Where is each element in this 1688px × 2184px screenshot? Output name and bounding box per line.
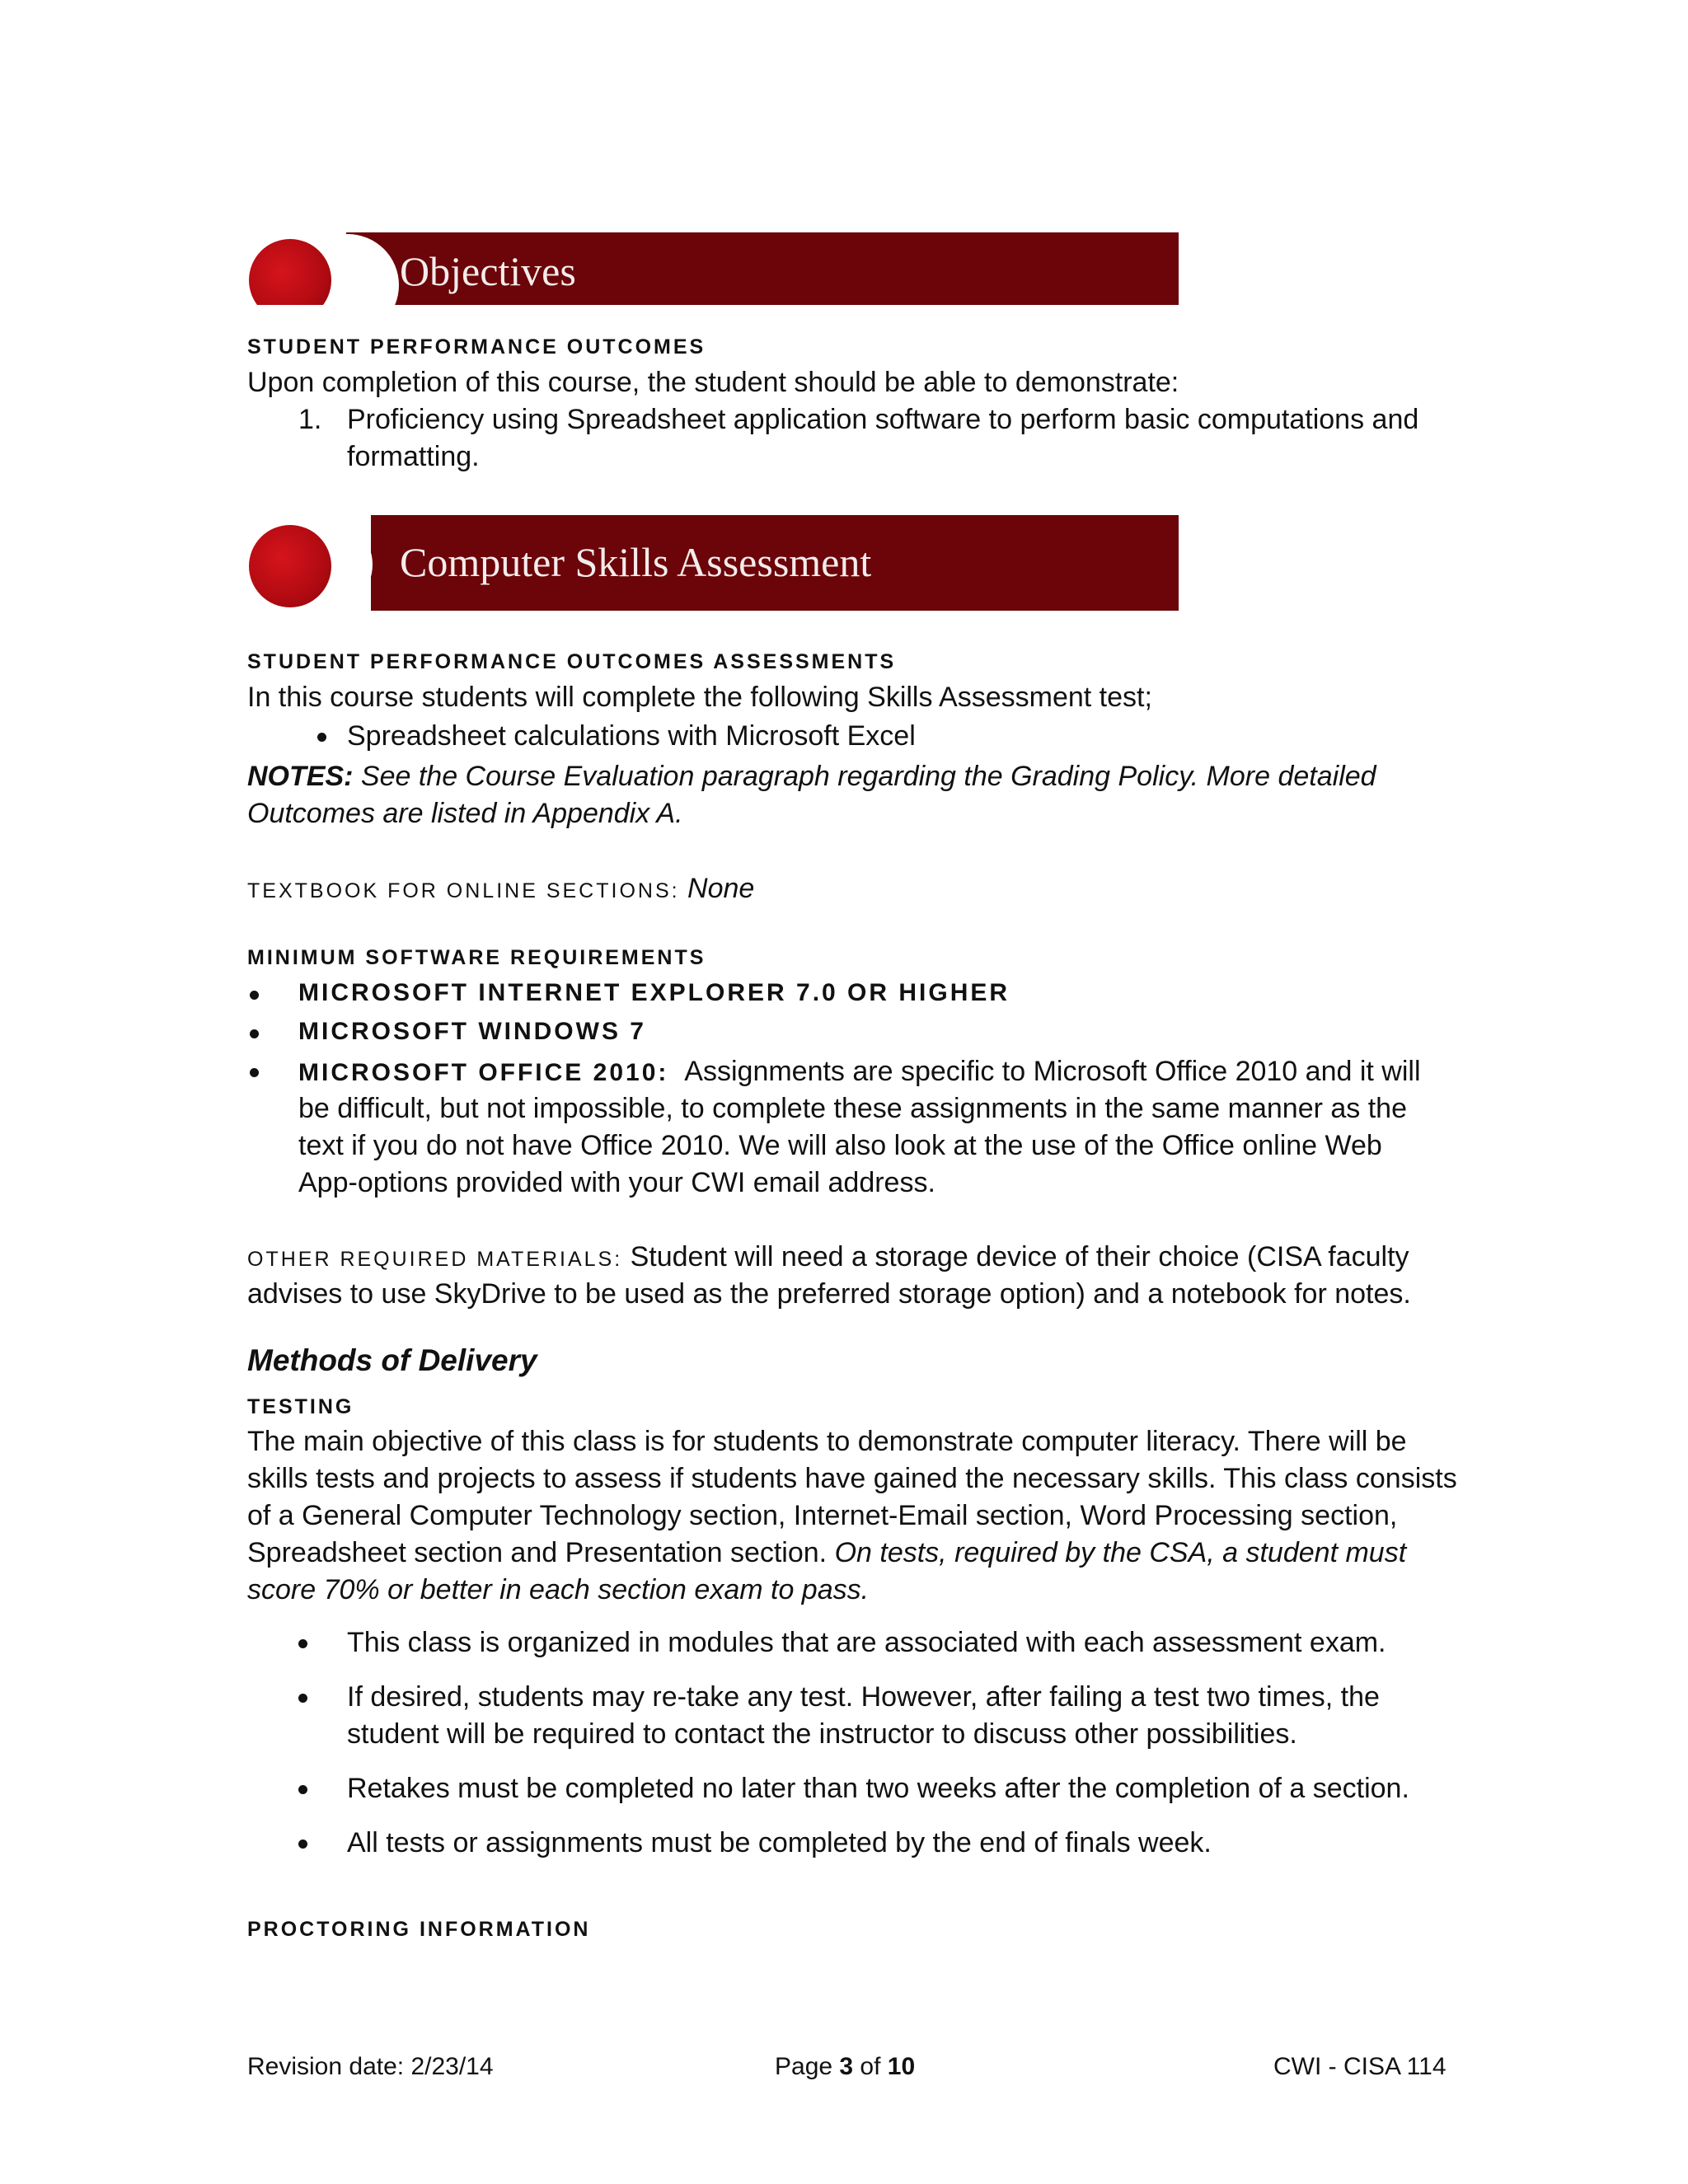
delivery-paragraph-line-3: of a General Computer Technology section, Internet-Email section, Word Processing section, xyxy=(247,1500,1398,1531)
office-text-3: text if you do not have Office 2010. We will also look at the use of the Office online Web xyxy=(298,1130,1382,1161)
proctoring-heading: PROCTORING INFORMATION xyxy=(247,1918,591,1941)
bullet-icon xyxy=(298,1694,307,1703)
page-prefix: Page xyxy=(775,2053,840,2080)
bullet-icon xyxy=(250,1029,259,1038)
bullet-icon xyxy=(250,1068,259,1077)
notes-label: NOTES: xyxy=(247,761,354,792)
page-current: 3 xyxy=(839,2053,854,2080)
footer-course-code: CWI - CISA 114 xyxy=(1273,2053,1447,2080)
delivery-bullet-2-line-2: student will be required to contact the instructor to discuss other possibilities. xyxy=(347,1718,1297,1750)
office-text-2: be difficult, but not impossible, to complete these assignments in the same manner as the xyxy=(298,1093,1407,1124)
page-of: of xyxy=(853,2053,888,2080)
delivery-bullet-3: Retakes must be completed no later than two weeks after the completion of a section. xyxy=(347,1773,1409,1804)
notes-line-2: Outcomes are listed in Appendix A. xyxy=(247,798,683,829)
skills-assessment-banner xyxy=(247,515,1179,611)
bullet-icon xyxy=(298,1840,307,1849)
materials-label: OTHER REQUIRED MATERIALS: xyxy=(247,1248,623,1271)
notes-text-1: See the Course Evaluation paragraph regarding the Grading Policy. More detailed xyxy=(353,761,1376,792)
office-text-1: Assignments are specific to Microsoft Office 2010 and it will xyxy=(684,1056,1421,1087)
footer-revision-date: Revision date: 2/23/14 xyxy=(247,2053,494,2080)
methods-of-delivery-heading: Methods of Delivery xyxy=(247,1343,537,1377)
textbook-label: TEXTBOOK FOR ONLINE SECTIONS: xyxy=(247,879,680,902)
outcomes-assessments-heading: STUDENT PERFORMANCE OUTCOMES ASSESSMENTS xyxy=(247,650,897,673)
software-item-office xyxy=(298,1053,1421,1091)
assessment-intro: In this course students will complete the following Skills Assessment test; xyxy=(247,682,1152,713)
notes-line-1 xyxy=(247,758,1376,795)
objectives-banner xyxy=(247,232,1179,305)
bullet-icon xyxy=(250,991,259,1000)
office-label: MICROSOFT OFFICE 2010: xyxy=(298,1059,669,1086)
bullet-icon xyxy=(317,733,326,742)
objective-item-line-1: Proficiency using Spreadsheet application software to perform basic computations and xyxy=(347,404,1419,435)
textbook-value: None xyxy=(687,873,755,904)
software-requirements-heading: MINIMUM SOFTWARE REQUIREMENTS xyxy=(247,946,706,969)
objective-item-number: 1. xyxy=(298,404,322,435)
objective-item-line-2: formatting. xyxy=(347,441,480,472)
skills-assessment-banner-title: Computer Skills Assessment xyxy=(400,539,872,585)
materials-text-2: advises to use SkyDrive to be used as the preferred storage option) and a notebook for notes. xyxy=(247,1278,1411,1310)
materials-line-1 xyxy=(247,1239,1409,1278)
student-performance-outcomes-heading: STUDENT PERFORMANCE OUTCOMES xyxy=(247,335,706,359)
delivery-bullet-4: All tests or assignments must be completed by the end of finals week. xyxy=(347,1827,1212,1858)
delivery-paragraph-line-4 xyxy=(247,1535,1406,1572)
delivery-paragraph-line-1: The main objective of this class is for students to demonstrate computer literacy. There will be xyxy=(247,1426,1407,1457)
delivery-paragraph-italic: On tests, required by the CSA, a student must xyxy=(834,1537,1407,1568)
office-text-4: App-options provided with your CWI email address. xyxy=(298,1167,935,1198)
objectives-intro: Upon completion of this course, the student should be able to demonstrate: xyxy=(247,367,1179,398)
delivery-bullet-1: This class is organized in modules that are associated with each assessment exam. xyxy=(347,1627,1386,1658)
bullet-icon xyxy=(298,1639,307,1648)
delivery-bullet-2-line-1: If desired, students may re-take any test. However, after failing a test two times, the xyxy=(347,1681,1380,1713)
testing-heading: TESTING xyxy=(247,1395,354,1418)
software-item-ie: MICROSOFT INTERNET EXPLORER 7.0 OR HIGHER xyxy=(298,979,1010,1006)
bullet-icon xyxy=(298,1785,307,1794)
page-total: 10 xyxy=(887,2053,916,2080)
materials-text-1: Student will need a storage device of their choice (CISA faculty xyxy=(630,1241,1409,1272)
banner-red-circle-icon xyxy=(249,525,331,607)
objectives-banner-title: Objectives xyxy=(400,248,576,294)
footer-page-number xyxy=(775,2053,915,2081)
delivery-paragraph-line-2: skills tests and projects to assess if students have gained the necessary skills. This class consists xyxy=(247,1463,1457,1494)
delivery-paragraph-plain: Spreadsheet section and Presentation section. xyxy=(247,1537,835,1568)
textbook-line xyxy=(247,870,754,910)
delivery-paragraph-line-5: score 70% or better in each section exam to pass. xyxy=(247,1574,870,1605)
software-item-windows: MICROSOFT WINDOWS 7 xyxy=(298,1018,646,1045)
assessment-bullet-text: Spreadsheet calculations with Microsoft Excel xyxy=(347,720,916,752)
